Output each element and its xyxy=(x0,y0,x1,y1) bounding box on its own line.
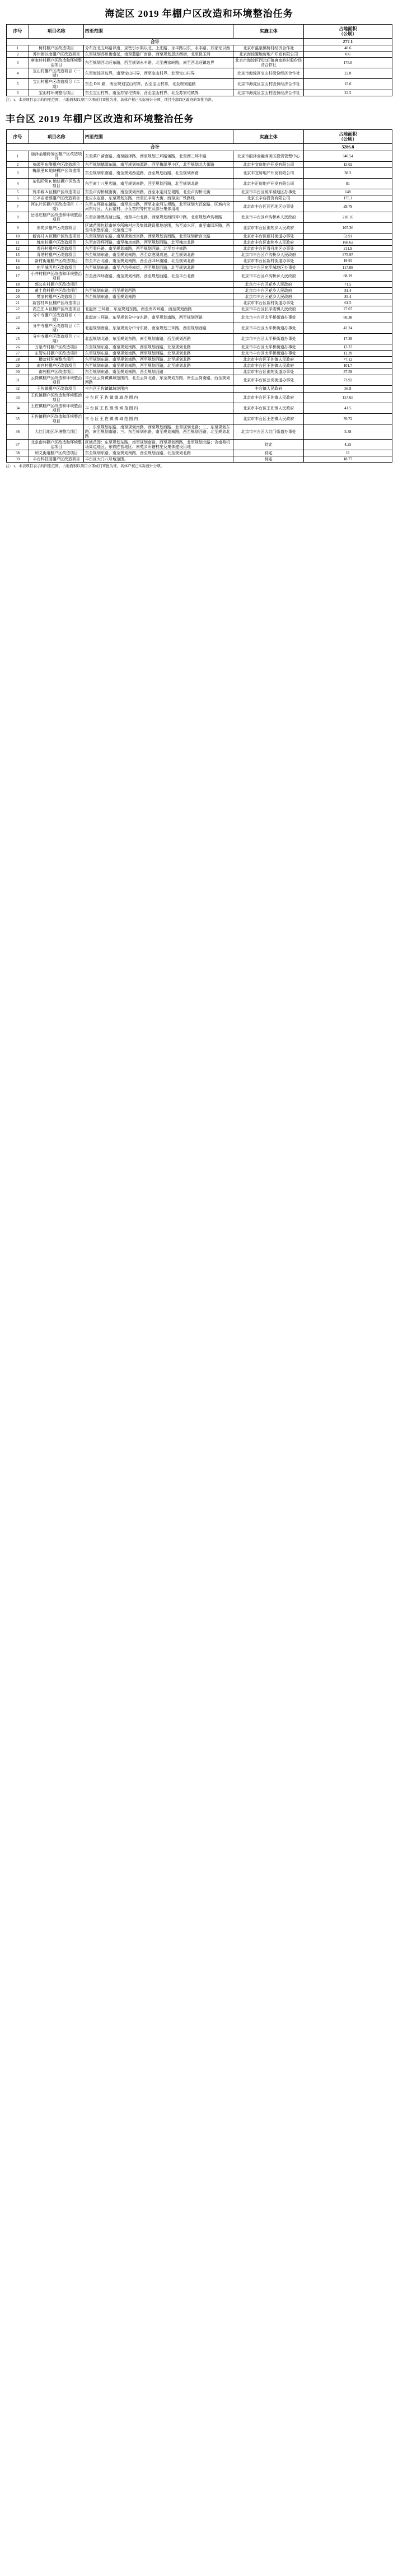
note-line: 注：1、本表项目表示的四至范围、占地面积以项目立项或门审批为准，具体产权已实际统计分项、项目全部以区政府的审批为准。 xyxy=(6,97,216,102)
table-row xyxy=(6,281,392,287)
cell-name: 新宫村 A 区棚户区改造项目 xyxy=(29,234,84,240)
cell-name: 槐房村棚户区改造项目 xyxy=(29,240,84,246)
cell-no: 37 xyxy=(6,439,29,450)
table-row xyxy=(6,90,392,96)
cell-scope: 东至 D01 路，南至规划宝山村界，西至宝山村界，北至规划道路 xyxy=(83,79,233,90)
col-header-subject: 实施主体 xyxy=(233,25,304,39)
cell-area: 211.9 xyxy=(304,246,392,252)
cell-name: 新宫村 B 区棚户区改造项目 xyxy=(29,300,84,306)
cell-area: 13.37 xyxy=(304,344,392,351)
cell-subject: 北京市丰台区王佐镇人民政府 xyxy=(233,357,304,363)
cell-name: 大红门地区环境整治项目 xyxy=(29,424,84,439)
cell-area: 117.08 xyxy=(304,264,392,270)
cell-subject: 北京丰宜房地产开发有限公司 xyxy=(233,161,304,167)
cell-subject: 待定 xyxy=(233,456,304,463)
cell-area: 19.92 xyxy=(304,258,392,264)
cell-subject: 北京市丰台区王佐镇人民政府 xyxy=(233,403,304,413)
table-row xyxy=(6,392,392,403)
cell-area: 29.79 xyxy=(304,201,392,212)
cell-name: 青塔村棚户区改造项目 xyxy=(29,252,84,258)
cell-scope: 区域范围：东至规划东路，南至规划南路，西至规划西路，北至规划北路；含南苑机场周边地区、东铁匠营地区、南苑乡所辖村庄及集体建设用地 xyxy=(83,439,233,450)
table-row xyxy=(6,52,392,58)
cell-scope: 东至规划德源东路，南至规划梅源路，西至梅源里小区，北至规划北大街路 xyxy=(83,161,233,167)
cell-subject: 待定 xyxy=(233,450,304,456)
cell-subject: 北京市丰台区卢沟桥乡人民政府 xyxy=(233,270,304,281)
table-header-row xyxy=(6,25,392,39)
cell-subject: 北京市丰台区太平桥街道办事处 xyxy=(233,323,304,333)
cell-subject: 丰台镇人民政府 xyxy=(233,386,304,392)
cell-area: 18.77 xyxy=(304,456,392,463)
cell-area: 38.2 xyxy=(304,167,392,178)
cell-scope: 丰 台 区 王 佐 镇 镇 域 范 围 内 xyxy=(83,392,233,403)
table-note-fengtai xyxy=(6,464,392,469)
cell-subject: 北京市丰台区王佐镇人民政府 xyxy=(233,363,304,369)
cell-name: 南苑乡棚户区改造项目 xyxy=(29,223,84,234)
cell-scope: 东至宝山村界，南至苏家坨镇界，西至宝山村界，北至苏家坨镇界 xyxy=(83,90,233,96)
table-row xyxy=(6,424,392,439)
cell-area: 73.92 xyxy=(304,375,392,386)
cell-no: 18 xyxy=(6,281,29,287)
table-row xyxy=(6,403,392,413)
cell-subject: 北京市丰台区太平桥街道办事处 xyxy=(233,344,304,351)
cell-scope: 丰 台 区 王 佐 镇 镇 域 范 围 内 xyxy=(83,413,233,424)
table-row xyxy=(6,306,392,312)
cell-area: 15.02 xyxy=(304,161,392,167)
table-row xyxy=(6,201,392,212)
cell-no: 29 xyxy=(6,363,29,369)
cell-area: 148 xyxy=(304,189,392,195)
cell-scope: 丰台区大门八号地范围。 xyxy=(83,456,233,463)
cell-no: 26 xyxy=(6,344,29,351)
page-title-fengtai: 丰台区 2019 年棚户区改造和环境整治任务 xyxy=(6,114,194,125)
cell-name: 宛平城西片区改造项目 xyxy=(29,264,84,270)
table-total-row xyxy=(6,144,392,151)
cell-no: 7 xyxy=(6,201,29,212)
cell-scope: 东至规划东路，南至规划南路，西至规划西路，北至规划北路 xyxy=(83,450,233,456)
cell-area: 41.5 xyxy=(304,403,392,413)
cell-name: 分中寺棚户区改造项目（一期） xyxy=(29,312,84,323)
cell-name: 长辛店老镇棚户区改造项目 xyxy=(29,195,84,201)
cell-no: 34 xyxy=(6,403,29,413)
cell-name: 郭公庄村棚户区改造项目 xyxy=(29,281,84,287)
cell-area: 101.7 xyxy=(304,363,392,369)
cell-scope: 北自永定路，东至规划东路，南至长辛店大街，西至京广铁路线 xyxy=(83,195,233,201)
cell-no: 14 xyxy=(6,258,29,264)
cell-no: 31 xyxy=(6,375,29,386)
col-header-no: 序号 xyxy=(6,130,29,144)
cell-name: 东管头村棚户区改造项目 xyxy=(29,351,84,357)
cell-scope: 北起南 三环路，东至规划东路，南至南四环路，西至规划西路 xyxy=(83,306,233,312)
table-row xyxy=(6,300,392,306)
cell-no: 35 xyxy=(6,413,29,424)
table-row xyxy=(6,363,392,369)
cell-area: 0.6 xyxy=(304,52,392,58)
cell-subject: 北京市丰台区宛平城地区办事处 xyxy=(233,189,304,195)
cell-subject: 北京市丰台区太平桥街道办事处 xyxy=(233,351,304,357)
cell-subject: 北京市丰台区宛平城地区办事处 xyxy=(233,264,304,270)
table-row xyxy=(6,45,392,52)
cell-scope: 东至规划东路，西至规划西路 xyxy=(83,287,233,293)
col-header-area: 占地面积 （公顷） xyxy=(304,25,392,39)
cell-subject: 北京市丰台区云岗街道办事处 xyxy=(233,375,304,386)
col-header-no: 序号 xyxy=(6,25,29,39)
cell-area: 42.24 xyxy=(304,323,392,333)
cell-no: 10 xyxy=(6,234,29,240)
cell-name: 宝山村棚户区改造项目（二期） xyxy=(29,79,84,90)
cell-subject: 北京长辛店投资有限公司 xyxy=(233,195,304,201)
cell-no: 28 xyxy=(6,357,29,363)
table-row xyxy=(6,223,392,234)
cell-name: 宝山村环境整治项目 xyxy=(29,90,84,96)
cell-area: 60.38 xyxy=(304,312,392,323)
cell-subject: 北京市丽泽金融商务区投资管理中心 xyxy=(233,151,304,161)
table-row xyxy=(6,234,392,240)
cell-scope: 东至五环路东辅路，南至京良路，西至永定河左堤路，北至规划大瓦窑路，区域内含河东片区、大瓦窑村、小瓦窑村等村庄及部分集体用地 xyxy=(83,201,233,212)
cell-subject: 北京市丰台区花乡人民政府 xyxy=(233,281,304,287)
cell-no: 21 xyxy=(6,300,29,306)
table-row xyxy=(6,375,392,386)
cell-no: 2 xyxy=(6,161,29,167)
cell-area: 81.4 xyxy=(304,287,392,293)
cell-name: 云岗镇棚户区改造和环境整治项目 xyxy=(29,375,84,386)
cell-name: 东铁匠营 K 地块棚户区改造项目 xyxy=(29,178,84,189)
table-row xyxy=(6,167,392,178)
cell-no: 3 xyxy=(6,58,29,68)
table-row xyxy=(6,369,392,375)
cell-name: 王佐镇棚户区改造和环境整治项目 xyxy=(29,413,84,424)
table-row xyxy=(6,439,392,450)
cell-subject: 北京市丰台区新村街道办事处 xyxy=(233,234,304,240)
cell-scope: 东至规划东南路，南至规划西道路，西至规划西路，北至规划南路 xyxy=(83,167,233,178)
cell-area: 22.5 xyxy=(304,90,392,96)
table-row xyxy=(6,386,392,392)
cell-scope: 东至规划东路，南至规划南路，西至京港澳高速，北至规划北路 xyxy=(83,252,233,258)
cell-name: 王佐镇棚户区改造和环境整治项目 xyxy=(29,403,84,413)
table-row xyxy=(6,58,392,68)
cell-area: 77.12 xyxy=(304,357,392,363)
cell-area: 218.16 xyxy=(304,212,392,223)
cell-name: 岳各庄棚户区改造和环境整治项目 xyxy=(29,212,84,223)
cell-subject: 北京市温泉镇树村经济合作社 xyxy=(233,45,304,52)
cell-subject: 北京市丰台区花乡人民政府 xyxy=(233,293,304,300)
cell-scope xyxy=(83,300,233,306)
table-row xyxy=(6,195,392,201)
col-header-name: 项目名称 xyxy=(29,25,84,39)
table-row xyxy=(6,264,392,270)
cell-no: 36 xyxy=(6,424,29,439)
cell-scope: 东至规划西北旺东路，西至规划永丰路，北至唐家岭路，南至西北旺镇边界 xyxy=(83,58,233,68)
cell-subject: 北京市丰台区王佐镇人民政府 xyxy=(233,392,304,403)
page-title-haidian: 海淀区 2019 年棚户区改造和环境整治任务 xyxy=(105,8,293,19)
col-header-subject: 实施主体 xyxy=(233,130,304,144)
cell-area: 70.72 xyxy=(304,413,392,424)
cell-area: 375.97 xyxy=(304,252,392,258)
cell-no: 38 xyxy=(6,450,29,456)
cell-subject: 北京海淀置地房地产开发有限公司 xyxy=(233,52,304,58)
cell-name: 王佐镇棚户区改造和环境整治项目 xyxy=(29,392,84,403)
cell-name: 丽泽金融商务区棚户区改造项目 xyxy=(29,151,84,161)
cell-no: 33 xyxy=(6,392,29,403)
table-row xyxy=(6,357,392,363)
cell-area: 61.5 xyxy=(304,300,392,306)
cell-scope: 区域范围包括南苑乡所辖村庄及集体建设用地范围，东至凉水河，南至南四环路，西至马家堡东路，北至南三环 xyxy=(83,223,233,234)
cell-subject: 北京市海淀区西北旺镇唐家岭村股份经济合作社 xyxy=(233,58,304,68)
cell-subject: 北京市丰台区太平桥街道办事处 xyxy=(233,334,304,344)
cell-no: 24 xyxy=(6,323,29,333)
table-row xyxy=(6,212,392,223)
table-row xyxy=(6,287,392,293)
cell-subject: 北京市丰台区长辛店镇人民政府 xyxy=(233,306,304,312)
cell-name: 和义街道棚户区改造项目 xyxy=(29,450,84,456)
cell-area: 83.4 xyxy=(304,293,392,300)
cell-scope: 一、东至规划东路，南至规划南路，西至规划西路，北至规划北路；二、东至规划东路，南至规划南路；三、东至规划东路，南至规划南路，西至规划西路，北至规划北路 xyxy=(83,424,233,439)
cell-no: 16 xyxy=(6,264,29,270)
table-row xyxy=(6,151,392,161)
cell-no: 19 xyxy=(6,287,29,293)
cell-no: 20 xyxy=(6,293,29,300)
cell-name: 苏州街以南棚户区改造项目 xyxy=(29,52,84,58)
cell-subject: 北京市丰台区大红门街道办事处 xyxy=(233,424,304,439)
total-value: 277.1 xyxy=(304,39,392,45)
cell-scope: 东至规划东路，南至规划南路，西至规划西路，北至规划北路 xyxy=(83,344,233,351)
cell-scope: 东至菜户营南路，南至丽泽路，西至规划三环路辅路，北至西三环中路 xyxy=(83,151,233,161)
table-row xyxy=(6,246,392,252)
cell-no: 22 xyxy=(6,306,29,312)
cell-name: 丰台科技园棚户区改造项目 xyxy=(29,456,84,463)
table-note-haidian xyxy=(6,98,392,103)
cell-scope: 丰台区云岗镇镇域范围内，北至云岗北路，东至规划东路，南至云岗南路，西至规划西路 xyxy=(83,375,233,386)
cell-subject: 北京市丰台区看丹地区办事处 xyxy=(233,246,304,252)
cell-name: 宛平城 A 区棚户区改造项目 xyxy=(29,189,84,195)
cell-name: 万泉寺村棚户区改造项目 xyxy=(29,344,84,351)
cell-subject: 北京市丰台区花乡人民政府 xyxy=(233,287,304,293)
cell-scope: 东至规划苏州街南延，南至蓝靛厂南路，西至规划恩济西街，北至昆玉河 xyxy=(83,52,233,58)
cell-subject: 北京市海淀区宝山村股份经济合作社 xyxy=(233,79,304,90)
cell-scope: 东至规划宫东路，南至规划南宫路，西至规划宫西路，北至规划新宫北路 xyxy=(83,234,233,240)
cell-subject: 待定 xyxy=(233,439,304,450)
cell-subject: 北京市丰台区南苑街道办事处 xyxy=(233,369,304,375)
cell-area: 17.29 xyxy=(304,334,392,344)
cell-area: 12.39 xyxy=(304,351,392,357)
cell-area: 11 xyxy=(304,450,392,456)
cell-subject: 北京市丰台区卢沟桥乡人民政府 xyxy=(233,212,304,223)
cell-no: 13 xyxy=(6,252,29,258)
total-label: 合计 xyxy=(6,144,304,151)
cell-subject: 北京市丰台区卢沟桥乡人民政府 xyxy=(233,252,304,258)
total-value: 3286.8 xyxy=(304,144,392,151)
table-row xyxy=(6,312,392,323)
cell-name: 王佐镇棚户区改造项目 xyxy=(29,386,84,392)
cell-no: 4 xyxy=(6,68,29,79)
table-row xyxy=(6,252,392,258)
cell-scope: 分布在北五环路以南，京密引水渠以北，上庄路、永丰路以东，永丰路、苏家坨以西 xyxy=(83,45,233,52)
cell-name: 新村街道棚户区改造项目 xyxy=(29,258,84,264)
cell-subject: 北京市海淀区宝山村股份经济合作社 xyxy=(233,68,304,79)
cell-area: 175.0 xyxy=(304,58,392,68)
cell-area: 37.59 xyxy=(304,369,392,375)
cell-scope: 东至规划东路，南至规划南路，西至规划西路，北至规划北路 xyxy=(83,351,233,357)
cell-subject: 北京市丰台区太平桥街道办事处 xyxy=(233,312,304,323)
cell-area: 71.5 xyxy=(304,281,392,287)
cell-area: 68.19 xyxy=(304,270,392,281)
cell-scope: 东至规划东路，南至卢沟桥南街，西至规划西路，北至规划北路 xyxy=(83,264,233,270)
cell-name: 北京南苑棚户区改造和环境整治项目 xyxy=(29,439,84,450)
cell-scope: 东至规划东路，南至规划南路，西至规划西路 xyxy=(83,369,233,375)
table-total-row xyxy=(6,39,392,45)
col-header-scope: 四至范围 xyxy=(83,25,233,39)
col-header-scope: 四至范围 xyxy=(83,130,233,144)
cell-name: 南苑棚户区改造项目 xyxy=(29,369,84,375)
cell-scope: 北起规划北路，东至规划东路，南至规划南路，西至规划西路 xyxy=(83,334,233,344)
cell-name: 黄土岗村棚户区改造项目 xyxy=(29,287,84,293)
cell-scope: 北起规划南路，东至规划分中寺东路，南至规划三环路，西至规划西路 xyxy=(83,323,233,333)
cell-scope: 东至海淀区边界，南至宝山村界，西至宝山村界，北至宝山村界 xyxy=(83,68,233,79)
cell-area: 4.25 xyxy=(304,439,392,450)
table-row xyxy=(6,293,392,300)
table-row xyxy=(6,450,392,456)
cell-name: 南宫村棚户区改造项目 xyxy=(29,363,84,369)
table-fengtai xyxy=(6,129,392,463)
table-row xyxy=(6,334,392,344)
cell-subject: 北京市丰台区南苑乡人民政府 xyxy=(233,223,304,234)
table-row xyxy=(6,240,392,246)
total-label: 合计 xyxy=(6,39,304,45)
cell-area: 27.07 xyxy=(304,306,392,312)
cell-no: 9 xyxy=(6,223,29,234)
cell-no: 23 xyxy=(6,312,29,323)
cell-area: 107.36 xyxy=(304,223,392,234)
cell-subject: 北京市丰台区南苑乡人民政府 xyxy=(233,240,304,246)
table-row xyxy=(6,178,392,189)
table-row xyxy=(6,189,392,195)
cell-name: 樊家村棚户区改造项目 xyxy=(29,293,84,300)
cell-subject: 北京市丰台区王佐镇人民政府 xyxy=(233,413,304,424)
table-row xyxy=(6,68,392,79)
cell-subject: 北京市丰台区新村街道办事处 xyxy=(233,300,304,306)
cell-subject: 北京市海淀区宝山村股份经济合作社 xyxy=(233,90,304,96)
table-row xyxy=(6,344,392,351)
table-haidian xyxy=(6,24,392,96)
cell-scope: 东至看丹路，南至规划南路，西至规划西路，北至万丰南路 xyxy=(83,246,233,252)
cell-area: 168.62 xyxy=(304,240,392,246)
document-page xyxy=(0,0,398,469)
cell-subject: 北京丰正房地产开发有限公司 xyxy=(233,178,304,189)
cell-no: 11 xyxy=(6,240,29,246)
cell-no: 32 xyxy=(6,386,29,392)
cell-subject: 北京丰宜房地产开发有限公司 xyxy=(233,167,304,178)
table-row xyxy=(6,161,392,167)
cell-no: 1 xyxy=(6,45,29,52)
cell-scope: 东至规划东路，南至规划南路，西至规划西路，北至规划北路 xyxy=(83,357,233,363)
cell-subject: 北京市丰台区河西地区办事处 xyxy=(233,201,304,212)
cell-no: 25 xyxy=(6,334,29,344)
table-row xyxy=(6,79,392,90)
cell-area: 5.38 xyxy=(304,424,392,439)
cell-name: 唐家岭村棚户区改造和环境整治项目 xyxy=(29,58,84,68)
cell-subject: 北京市丰台区新村街道办事处 xyxy=(233,258,304,264)
cell-scope: 东至南十八里店路，南至规划南路，西至规划西路，北至规划北路 xyxy=(83,178,233,189)
cell-scope: 北起南三环路，东至规划分中寺东路，南至规划南路，西至规划西路 xyxy=(83,312,233,323)
cell-area: 15.6 xyxy=(304,79,392,90)
cell-area: 40.6 xyxy=(304,45,392,52)
cell-no: 3 xyxy=(6,167,29,178)
cell-name: 树村棚户区改造项目 xyxy=(29,45,84,52)
cell-no: 1 xyxy=(6,151,29,161)
table-header-row xyxy=(6,130,392,144)
cell-area: 157.65 xyxy=(304,392,392,403)
col-header-area: 占地面积 （公顷） xyxy=(304,130,392,144)
cell-area: 53.91 xyxy=(304,234,392,240)
cell-no: 5 xyxy=(6,79,29,90)
cell-name: 小井村棚户区改造和环境整治项目 xyxy=(29,270,84,281)
table-row xyxy=(6,413,392,424)
cell-scope: 东至规划东路，南至规划南路，西至规划西路，北至规划北路 xyxy=(83,363,233,369)
cell-no: 39 xyxy=(6,456,29,463)
cell-name: 河东片区棚户区改造项目（一期） xyxy=(29,201,84,212)
cell-no: 2 xyxy=(6,52,29,58)
cell-no: 27 xyxy=(6,351,29,357)
cell-no: 12 xyxy=(6,246,29,252)
cell-scope: 丰台区王佐镇镇域范围内 xyxy=(83,386,233,392)
cell-area: 81 xyxy=(304,178,392,189)
cell-name: 看丹村棚户区改造项目 xyxy=(29,246,84,252)
cell-area: 340.54 xyxy=(304,151,392,161)
table-row xyxy=(6,351,392,357)
cell-scope: 丰 台 区 王 佐 镇 镇 域 范 围 内 xyxy=(83,403,233,413)
cell-name: 梅源里 K 地块棚户区改造项目 xyxy=(29,167,84,178)
cell-name: 宝山村棚户区改造项目（一期） xyxy=(29,68,84,79)
cell-scope: 东至西四环南路，南至规划南路，西至规划西路，北至丰台北路 xyxy=(83,270,233,281)
cell-scope: 东至规划东路，南至规划南路 xyxy=(83,293,233,300)
cell-scope xyxy=(83,281,233,287)
cell-no: 6 xyxy=(6,195,29,201)
cell-name: 横岔村环境整治项目 xyxy=(29,357,84,363)
cell-area: 56.8 xyxy=(304,386,392,392)
cell-name: 分中寺棚户区改造项目（三期） xyxy=(29,334,84,344)
cell-name: 梅源里东侧棚户区改造项目 xyxy=(29,161,84,167)
cell-no: 6 xyxy=(6,90,29,96)
cell-no: 8 xyxy=(6,212,29,223)
cell-no: 4 xyxy=(6,178,29,189)
cell-scope: 东至京港澳高速公路，南至丰台北路，西至规划西四环中路，北至规划卢沟桥路 xyxy=(83,212,233,223)
cell-no: 5 xyxy=(6,189,29,195)
cell-scope: 东至卢沟桥城南街，南至规划南路，西至永定河左堤路，北至卢沟桥北街 xyxy=(83,189,233,195)
cell-area: 175.1 xyxy=(304,195,392,201)
table-row xyxy=(6,456,392,463)
cell-no: 17 xyxy=(6,270,29,281)
col-header-name: 项目名称 xyxy=(29,130,84,144)
cell-scope: 东至丰台北路，南至规划南路，西至西四环南路，北至规划北路 xyxy=(83,258,233,264)
cell-name: 高立庄 A 区棚户区改造项目 xyxy=(29,306,84,312)
table-row xyxy=(6,258,392,264)
table-row xyxy=(6,270,392,281)
cell-area: 22.8 xyxy=(304,68,392,79)
note-line: 注：1、本表项目表示的四至范围、占地面积以项目立项或门审批为准，具体产权已实际统计分项。 xyxy=(6,464,165,469)
table-row xyxy=(6,323,392,333)
cell-scope: 东至南四环西路，南至槐房南路，西至规划西路，北至槐房北路 xyxy=(83,240,233,246)
cell-no: 30 xyxy=(6,369,29,375)
cell-name: 分中寺棚户区改造项目（二期） xyxy=(29,323,84,333)
